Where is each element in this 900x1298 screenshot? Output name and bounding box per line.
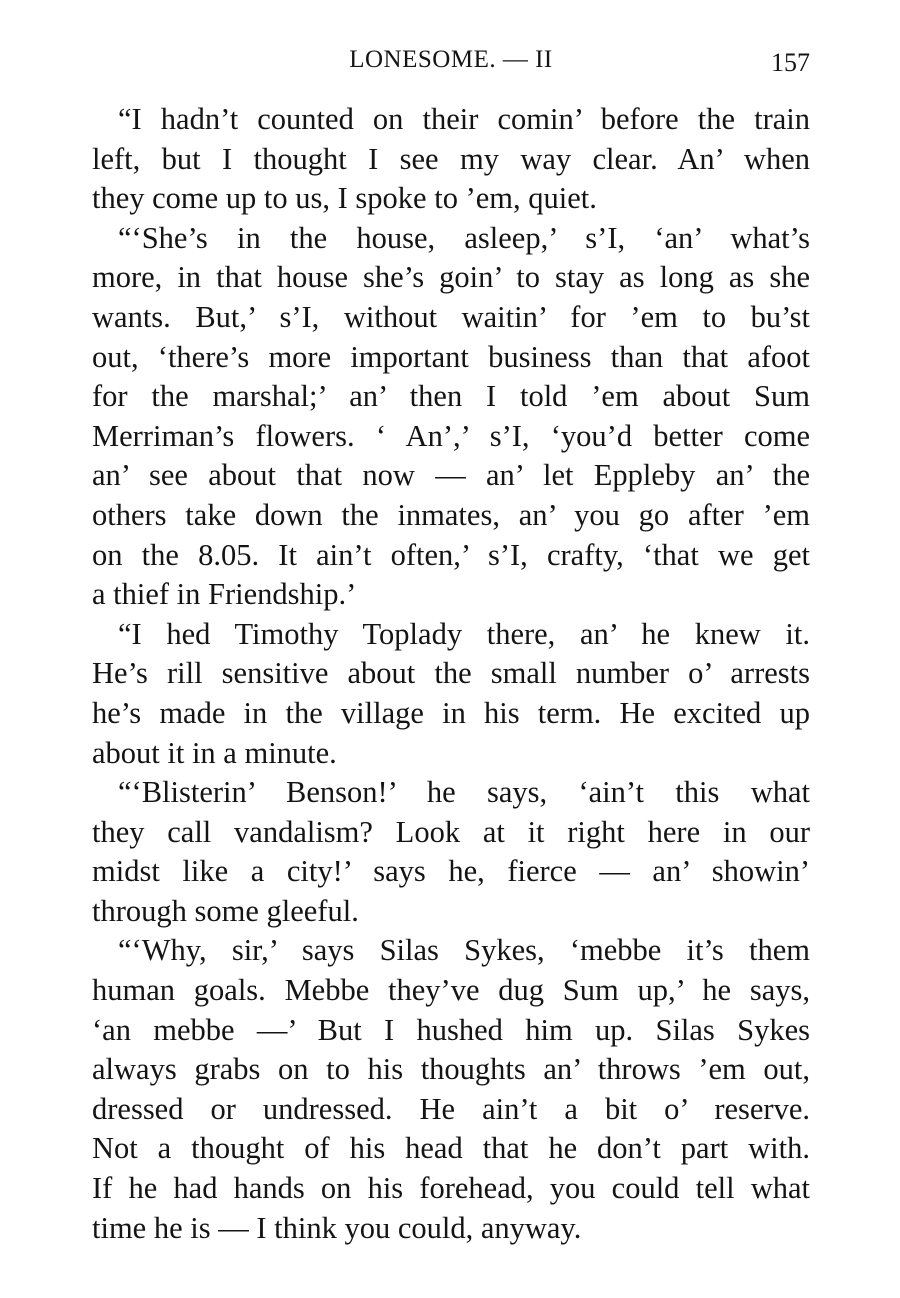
text-line: wants. But,’ s’I, without waitin’ for ’em to bu’st <box>92 299 810 334</box>
text-line: through some gleeful. <box>92 893 359 928</box>
text-line: left, but I thought I see my way clear. An’ when <box>92 141 810 176</box>
text-line: If he had hands on his forehead, you could tell what <box>92 1171 810 1206</box>
running-title: LONESOME. — II <box>349 46 553 73</box>
text-line: “‘She’s in the house, asleep,’ s’I, ‘an’ what’s <box>118 220 810 255</box>
text-line: they come up to us, I spoke to ’em, quiet. <box>92 181 597 216</box>
paragraph <box>92 931 810 1248</box>
text-line: others take down the inmates, an’ you go after ’em <box>92 497 810 532</box>
text-line: on the 8.05. It ain’t often,’ s’I, crafty, ‘that we get <box>92 537 810 572</box>
text-line: always grabs on to his thoughts an’ throws ’em out, <box>92 1052 810 1087</box>
running-header <box>92 46 810 82</box>
text-line: an’ see about that now — an’ let Eppleby an’ the <box>92 458 810 493</box>
text-line: he’s made in the village in his term. He excited up <box>92 695 810 730</box>
body-text <box>92 100 810 1248</box>
paragraph <box>92 615 810 773</box>
text-line: “I hadn’t counted on their comin’ before the train <box>118 102 810 136</box>
paragraph <box>92 219 810 615</box>
text-line: a thief in Friendship.’ <box>92 577 357 612</box>
paragraph <box>92 773 810 931</box>
text-line: midst like a city!’ says he, fierce — an’ showin’ <box>92 854 810 889</box>
text-line: time he is — I think you could, anyway. <box>92 1210 582 1245</box>
text-line: ‘an mebbe —’ But I hushed him up. Silas Sykes <box>92 1012 810 1047</box>
text-line: Not a thought of his head that he don’t part with. <box>92 1131 810 1166</box>
text-line: Merriman’s flowers. ‘ An’,’ s’I, ‘you’d better come <box>92 418 810 453</box>
text-line: about it in a minute. <box>92 735 337 770</box>
text-line: for the marshal;’ an’ then I told ’em about Sum <box>92 379 810 414</box>
text-line: dressed or undressed. He ain’t a bit o’ reserve. <box>92 1091 810 1126</box>
text-line: “I hed Timothy Toplady there, an’ he knew it. <box>118 616 810 651</box>
page-number: 157 <box>771 48 810 77</box>
text-line: “‘Blisterin’ Benson!’ he says, ‘ain’t this what <box>118 775 810 810</box>
paragraph <box>92 100 810 219</box>
text-line: more, in that house she’s goin’ to stay as long as she <box>92 260 810 295</box>
text-line: “‘Why, sir,’ says Silas Sykes, ‘mebbe it’s them <box>118 933 810 968</box>
text-line: human goals. Mebbe they’ve dug Sum up,’ he says, <box>92 973 810 1008</box>
text-line: out, ‘there’s more important business than that afoot <box>92 339 810 374</box>
text-line: they call vandalism? Look at it right here in our <box>92 814 810 849</box>
text-line: He’s rill sensitive about the small number o’ arrests <box>92 656 810 691</box>
